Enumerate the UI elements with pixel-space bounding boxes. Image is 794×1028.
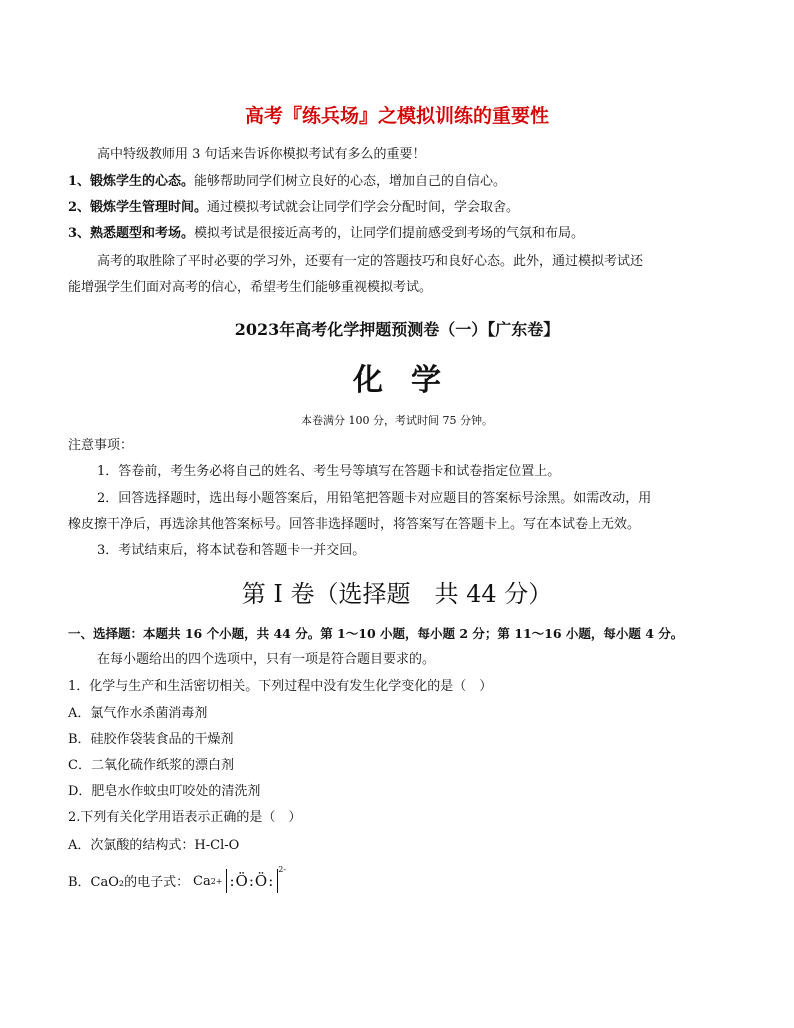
intro-point-3-text: 模拟考试是很接近高考的，让同学们提前感受到考场的气氛和布局。 bbox=[194, 226, 585, 241]
formula-anion: :Ö:Ö: bbox=[229, 872, 275, 890]
intro-point-2-text: 通过模拟考试就会让同学们学会分配时间，学会取舍。 bbox=[207, 200, 520, 215]
question-2-option-b-label: B．CaO₂的电子式： bbox=[68, 875, 190, 890]
note-3: 3．考试结束后，将本试卷和答题卡一并交回。 bbox=[97, 543, 366, 558]
intro-point-2 bbox=[68, 200, 519, 216]
section-note: 在每小题给出的四个选项中，只有一项是符合题目要求的。 bbox=[97, 652, 436, 667]
page-banner-title: 高考『练兵场』之模拟训练的重要性 bbox=[244, 105, 549, 127]
electron-formula bbox=[193, 865, 287, 893]
question-1-option-d: D．肥皂水作蚊虫叮咬处的清洗剂 bbox=[68, 784, 261, 799]
question-2-option-a: A．次氯酸的结构式：H-Cl-O bbox=[68, 838, 240, 853]
note-2-cont: 橡皮擦干净后，再选涂其他答案标号。回答非选择题时，将答案写在答题卡上。写在本试卷上无效。 bbox=[68, 517, 641, 532]
question-1-option-a: A．氯气作水杀菌消毒剂 bbox=[68, 706, 208, 721]
exam-title: 2023年高考化学押题预测卷（一）【广东卷】 bbox=[234, 320, 560, 339]
intro-point-1-label: 1、锻炼学生的心态。 bbox=[68, 174, 195, 189]
question-1-option-b: B．硅胶作袋装食品的干燥剂 bbox=[68, 732, 234, 747]
intro-point-1 bbox=[68, 174, 506, 190]
formula-cation-charge: 2+ bbox=[210, 876, 223, 886]
question-2-stem: 2.下列有关化学用语表示正确的是（ ） bbox=[68, 810, 302, 825]
intro-closing-line-2: 能增强学生们面对高考的信心，希望考生们能够重视模拟考试。 bbox=[68, 280, 433, 295]
intro-point-2-label: 2、锻炼学生管理时间。 bbox=[68, 200, 208, 215]
part-title: 第 I 卷（选择题 共 44 分） bbox=[241, 580, 553, 608]
formula-anion-bracket bbox=[226, 869, 279, 893]
intro-point-3 bbox=[68, 226, 584, 242]
formula-anion-charge: 2- bbox=[278, 865, 287, 874]
formula-cation: Ca bbox=[193, 873, 211, 889]
note-1: 1．答卷前，考生务必将自己的姓名、考生号等填写在答题卡和试卷指定位置上。 bbox=[97, 464, 561, 479]
note-2: 2．回答选择题时，选出每小题答案后，用铅笔把答题卡对应题目的答案标号涂黑。如需改动，用 bbox=[97, 491, 652, 506]
subject-title: 化学 bbox=[353, 363, 469, 398]
intro-point-1-text: 能够帮助同学们树立良好的心态，增加自己的自信心。 bbox=[194, 174, 507, 189]
section-heading: 一、选择题：本题共 16 个小题，共 44 分。第 1～10 小题，每小题 2 分；第 11～16 小题，每小题 4 分。 bbox=[68, 626, 684, 641]
question-1-option-c: C．二氧化硫作纸浆的漂白剂 bbox=[68, 758, 234, 773]
exam-meta: 本卷满分 100 分，考试时间 75 分钟。 bbox=[301, 414, 493, 427]
intro-closing-line-1: 高考的取胜除了平时必要的学习外，还要有一定的答题技巧和良好心态。此外，通过模拟考试还 bbox=[97, 254, 644, 269]
intro-point-3-label: 3、熟悉题型和考场。 bbox=[68, 226, 195, 241]
intro-lead: 高中特级教师用 3 句话来告诉你模拟考试有多么的重要！ bbox=[97, 147, 426, 162]
notes-heading: 注意事项： bbox=[68, 438, 134, 453]
question-1-stem: 1．化学与生产和生活密切相关。下列过程中没有发生化学变化的是（ ） bbox=[68, 679, 493, 694]
